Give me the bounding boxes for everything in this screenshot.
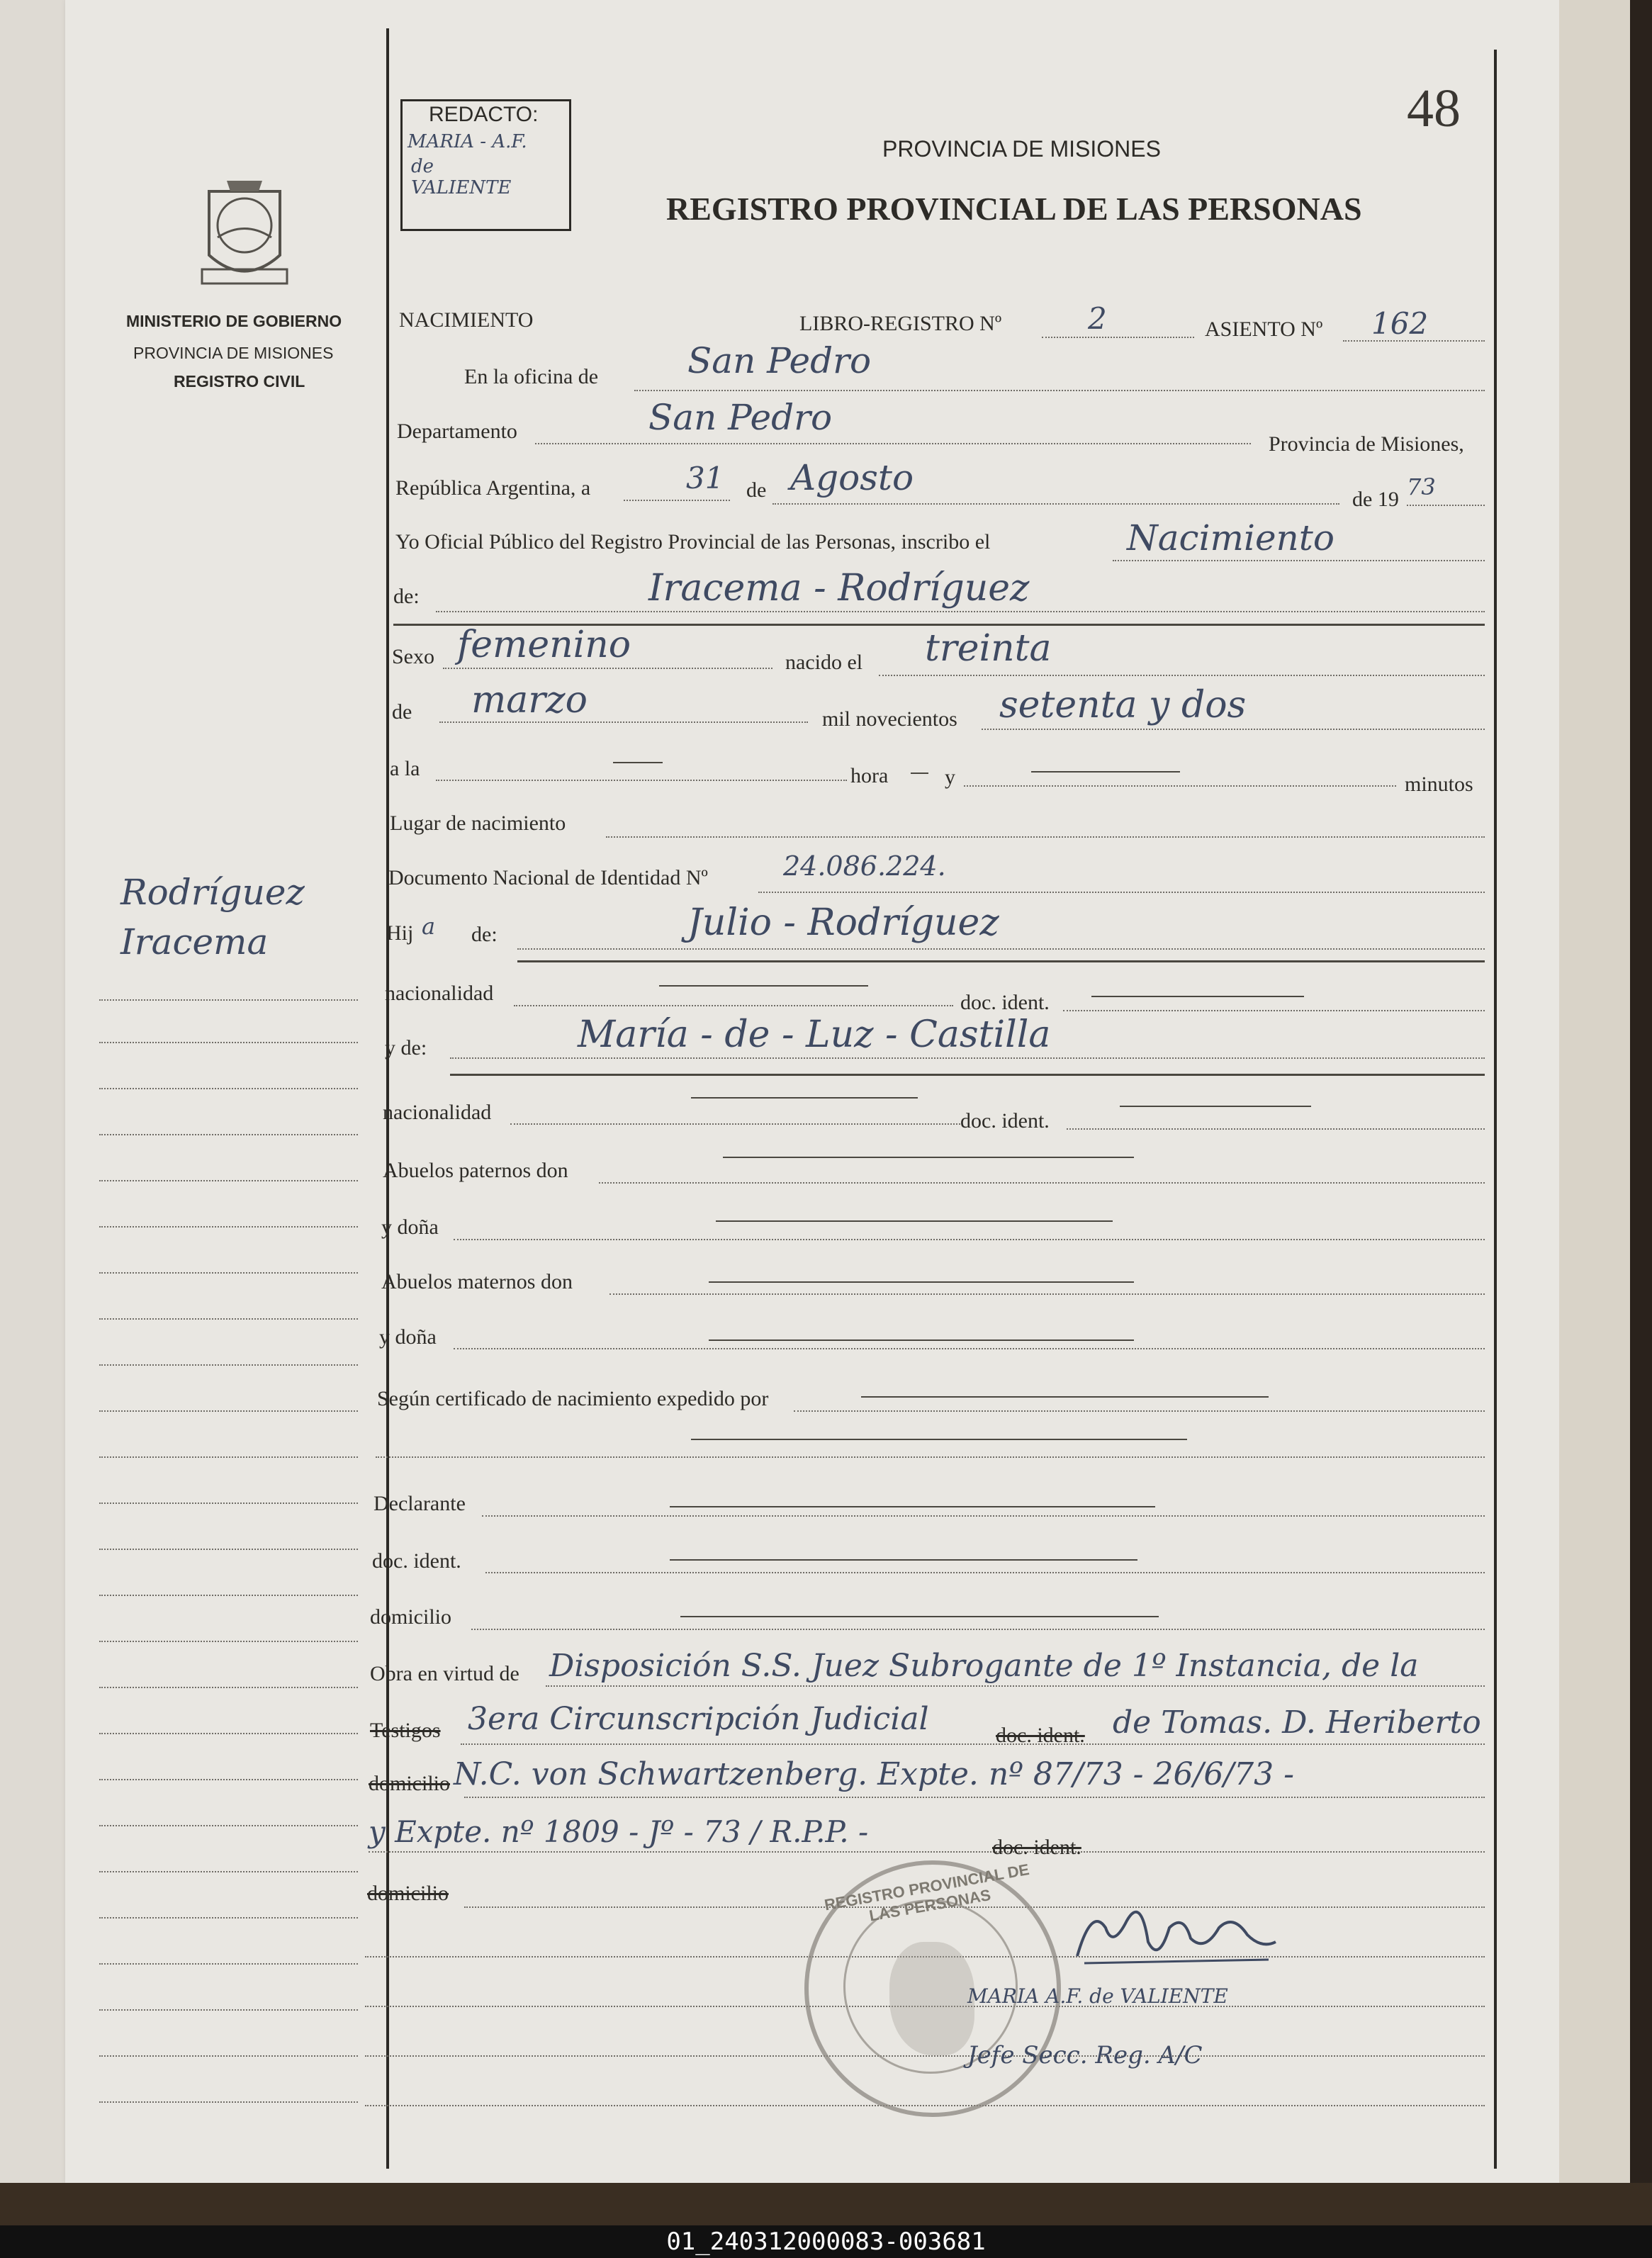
- redacto-label: REDACTO:: [429, 103, 539, 126]
- file-caption: 01_240312000083-003681: [0, 2225, 1652, 2258]
- hora-label: hora: [850, 764, 889, 787]
- oficial-label: Yo Oficial Público del Registro Provincial de las Personas, inscribo el: [395, 530, 991, 554]
- signatory-role: Jefe Secc. Reg. A/C: [967, 2041, 1203, 2069]
- nacido-value: treinta: [925, 627, 1052, 670]
- anio-value: 73: [1407, 473, 1436, 500]
- handwritten-signature: [1063, 1899, 1290, 1977]
- sexo-label: Sexo: [392, 645, 434, 668]
- nacionalidad-dash-2: [691, 1097, 918, 1099]
- madre-line: [450, 1057, 1485, 1059]
- de4-label: de:: [471, 923, 498, 946]
- ydona-line-1: [454, 1239, 1485, 1240]
- mil-label: mil novecientos: [822, 707, 957, 731]
- ydona-label-2: y doña: [379, 1325, 437, 1349]
- anio-prefix: de 19: [1352, 488, 1399, 511]
- obra-line3-value: N.C. von Schwartzenberg. Expte. nº 87/73 - 26/6/73 -: [454, 1756, 1295, 1792]
- hora-dash: [911, 773, 928, 774]
- doc-ident-label-2: doc. ident.: [960, 1109, 1050, 1133]
- anio-line: [1407, 505, 1485, 506]
- nacionalidad-label-2: nacionalidad: [383, 1101, 492, 1124]
- asiento-value: 162: [1371, 306, 1429, 341]
- nacido-label: nacido el: [785, 651, 863, 674]
- abuelos-paternos-dash: [723, 1157, 1134, 1158]
- ydona-label-1: y doña: [381, 1215, 439, 1239]
- doc-ident-line-2: [1067, 1128, 1485, 1130]
- domicilio-dash-1: [680, 1616, 1159, 1617]
- departamento-value: San Pedro: [648, 397, 833, 438]
- y-label: y: [945, 765, 955, 789]
- nacionalidad-dash-1: [659, 985, 868, 987]
- nombre-line: [436, 611, 1485, 612]
- ala-label: a la: [390, 757, 420, 780]
- nombre-value: Iracema - Rodríguez: [648, 567, 1030, 610]
- doc-ident-line-3: [485, 1572, 1485, 1573]
- segun-dash-2: [691, 1439, 1187, 1440]
- oficina-label: En la oficina de: [464, 365, 599, 388]
- segun-line: [794, 1410, 1485, 1412]
- mes-value: Agosto: [790, 457, 914, 498]
- doc-ident-line-1: [1063, 1010, 1485, 1011]
- dia-value: 31: [686, 461, 724, 495]
- left-page-edge: [0, 0, 73, 2204]
- page-number: 48: [1407, 79, 1461, 138]
- republica-label: República Argentina, a: [395, 476, 591, 500]
- domicilio-strike-1: domicilio: [369, 1772, 450, 1795]
- mes-line: [772, 503, 1339, 505]
- obra-line-1: [546, 1685, 1485, 1687]
- signatory-name: MARIA A.F. de VALIENTE: [967, 1984, 1228, 2008]
- nacionalidad-label-1: nacionalidad: [385, 982, 494, 1005]
- province-header: PROVINCIA DE MISIONES: [882, 136, 1161, 162]
- obra-line1-value: Disposición S.S. Juez Subrogante de 1º Instancia, de la: [549, 1648, 1419, 1684]
- nacionalidad-line-1: [514, 1005, 953, 1006]
- doc-ident-strike: doc. ident.: [996, 1724, 1085, 1747]
- obra-line-3: [464, 1797, 1485, 1798]
- dni-label: Documento Nacional de Identidad Nº: [388, 866, 708, 889]
- madre-value: María - de - Luz - Castilla: [578, 1013, 1051, 1056]
- hijo-suffix: a: [422, 913, 436, 940]
- dni-line: [758, 892, 1485, 893]
- departamento-line: [535, 443, 1251, 444]
- nacido-line: [879, 675, 1485, 676]
- seal-emblem: [889, 1942, 974, 2055]
- registry-header: REGISTRO PROVINCIAL DE LAS PERSONAS: [666, 191, 1362, 227]
- ministry-line1: MINISTERIO DE GOBIERNO: [126, 312, 342, 330]
- padre-underline: [517, 960, 1485, 962]
- ministry-line2: PROVINCIA DE MISIONES: [133, 344, 334, 362]
- inscribo-line: [1113, 560, 1485, 561]
- padre-line: [517, 948, 1485, 950]
- mes-nac-line: [439, 721, 808, 723]
- asiento-label: ASIENTO Nº: [1205, 318, 1323, 341]
- minutos-label: minutos: [1405, 773, 1473, 796]
- abuelos-paternos-label: Abuelos paternos don: [383, 1159, 568, 1182]
- margin-note-surname: Rodríguez: [120, 872, 305, 913]
- de3-label: de: [392, 700, 412, 724]
- redacto-line1: MARIA - A.F.: [408, 131, 527, 152]
- abuelos-maternos-dash: [709, 1281, 1134, 1283]
- abuelos-maternos-label: Abuelos maternos don: [381, 1270, 573, 1293]
- ministry-line3: REGISTRO CIVIL: [174, 372, 305, 391]
- inscribo-value: Nacimiento: [1127, 517, 1334, 558]
- testigos-label: Testigos: [370, 1719, 441, 1742]
- yde-label: y de:: [385, 1036, 427, 1060]
- abuelos-maternos-line: [609, 1293, 1485, 1295]
- obra-label: Obra en virtud de: [370, 1662, 519, 1685]
- declarante-line: [482, 1515, 1485, 1517]
- ala-dash: [613, 762, 663, 763]
- minutos-line: [964, 785, 1396, 787]
- abuelos-paternos-line: [599, 1182, 1485, 1184]
- doc-ident-label-3: doc. ident.: [372, 1549, 461, 1573]
- doc-ident-label-1: doc. ident.: [960, 991, 1050, 1014]
- lugar-label: Lugar de nacimiento: [390, 811, 566, 835]
- doc-ident-dash-2: [1120, 1106, 1311, 1107]
- ydona-line-2: [454, 1348, 1485, 1349]
- obra-line2b-value: de Tomas. D. Heriberto: [1113, 1704, 1481, 1741]
- libro-line: [1042, 337, 1194, 338]
- coat-of-arms-emblem: [188, 170, 301, 291]
- anio-nac-value: setenta y dos: [999, 684, 1247, 726]
- nacimiento-label: NACIMIENTO: [399, 308, 534, 332]
- doc-ident-dash-3: [670, 1559, 1137, 1561]
- sexo-value: femenino: [457, 624, 631, 666]
- doc-ident-dash-1: [1091, 996, 1304, 997]
- anio-nac-line: [982, 729, 1485, 730]
- declarante-dash: [670, 1506, 1155, 1507]
- domicilio-line-1: [471, 1629, 1485, 1630]
- right-page-edge: [1559, 0, 1630, 2183]
- libro-value: 2: [1088, 301, 1107, 336]
- lugar-line: [606, 836, 1485, 838]
- seal-text: REGISTRO PROVINCIAL DE LAS PERSONAS: [823, 1860, 1031, 1925]
- de-label: de: [746, 478, 767, 502]
- sexo-line: [443, 668, 772, 669]
- ydona-dash-1: [716, 1220, 1113, 1222]
- redacto-line2: de: [411, 156, 434, 177]
- domicilio-strike-2: domicilio: [367, 1882, 449, 1905]
- oficina-line: [634, 390, 1485, 391]
- madre-underline: [450, 1074, 1485, 1076]
- dni-value: 24.086.224.: [783, 850, 946, 882]
- mes-nac-value: marzo: [471, 679, 588, 721]
- ala-line: [436, 780, 847, 781]
- dia-line: [624, 500, 730, 501]
- segun-label: Según certificado de nacimiento expedido por: [377, 1387, 769, 1410]
- departamento-label: Departamento: [397, 420, 517, 443]
- hijo-label: Hij: [386, 921, 414, 945]
- domicilio-label-1: domicilio: [370, 1605, 451, 1629]
- obra-line-2: [461, 1743, 1485, 1745]
- libro-label: LIBRO-REGISTRO Nº: [799, 312, 1002, 335]
- padre-value: Julio - Rodríguez: [687, 901, 999, 944]
- minutos-dash: [1031, 771, 1180, 773]
- obra-line-4: [369, 1851, 1485, 1853]
- de2-label: de:: [393, 585, 420, 608]
- declarante-label: Declarante: [373, 1492, 466, 1515]
- provincia-label: Provincia de Misiones,: [1269, 432, 1464, 456]
- redacto-line3: VALIENTE: [411, 177, 512, 198]
- scanner-bed: [0, 2183, 1652, 2225]
- oficina-value: San Pedro: [687, 340, 872, 381]
- segun-line-2: [376, 1456, 1485, 1458]
- doc-ident-strike-2: doc. ident.: [992, 1836, 1081, 1859]
- obra-line4-value: y Expte. nº 1809 - Jº - 73 / R.P.P. -: [369, 1814, 869, 1849]
- ydona-dash-2: [709, 1339, 1134, 1341]
- segun-dash: [861, 1396, 1269, 1398]
- obra-line2-value: 3era Circunscripción Judicial: [468, 1701, 929, 1737]
- nacionalidad-line-2: [510, 1123, 960, 1125]
- margin-note-name: Iracema: [120, 921, 269, 962]
- right-frame-line: [1494, 50, 1497, 2169]
